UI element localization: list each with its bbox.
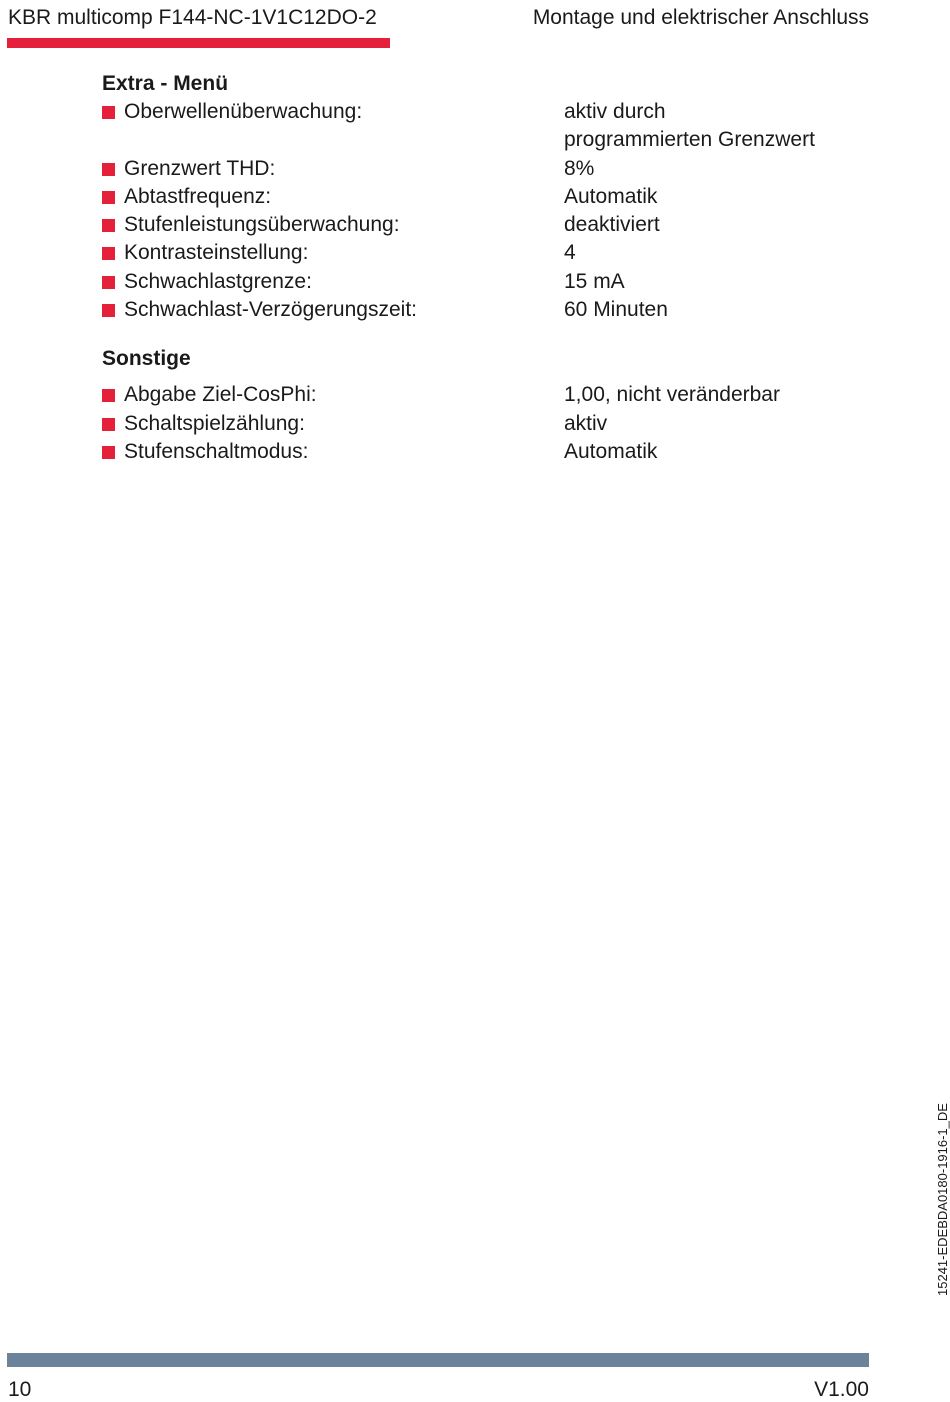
item-label: Schwachlastgrenze:	[124, 269, 312, 293]
list-item	[102, 268, 872, 296]
list-item	[102, 239, 872, 267]
item-value: Automatik	[564, 439, 658, 463]
item-label: Oberwellenüberwachung:	[124, 100, 363, 123]
square-bullet-icon	[102, 163, 115, 176]
list-item	[102, 98, 872, 155]
chapter-title: Montage und elektrischer Anschluss	[532, 6, 869, 29]
item-value: 1,00, nicht veränderbar	[564, 383, 780, 407]
square-bullet-icon	[102, 247, 115, 260]
list-item	[102, 155, 872, 183]
list-item	[102, 438, 872, 466]
square-bullet-icon	[102, 304, 115, 317]
document-title: KBR multicomp F144-NC-1V1C12DO-2	[8, 6, 377, 29]
item-label: Stufenleistungsüberwachung:	[124, 213, 400, 237]
item-value-continued: programmierten Grenzwert	[564, 128, 815, 152]
item-label: Kontrasteinstellung:	[124, 241, 309, 265]
item-label: Abtastfrequenz:	[124, 184, 272, 208]
square-bullet-icon	[102, 418, 115, 431]
item-value: 15 mA	[564, 269, 625, 293]
item-value: aktiv durch	[564, 100, 666, 123]
item-label: Stufenschaltmodus:	[124, 439, 309, 463]
square-bullet-icon	[102, 219, 115, 232]
item-label: Schaltspielzählung:	[124, 411, 305, 435]
square-bullet-icon	[102, 106, 115, 119]
item-value: 4	[564, 241, 576, 265]
header-accent-bar	[7, 38, 390, 48]
item-label: Abgabe Ziel-CosPhi:	[124, 383, 317, 407]
item-value: aktiv	[564, 411, 608, 435]
item-label: Schwachlast-Verzögerungszeit:	[124, 298, 417, 322]
item-value: 60 Minuten	[564, 298, 668, 322]
section-title-extra-menu: Extra - Menü	[102, 72, 229, 95]
list-item	[102, 381, 872, 409]
list-item	[102, 296, 872, 324]
list-item	[102, 183, 872, 211]
item-value: 8%	[564, 156, 595, 180]
square-bullet-icon	[102, 191, 115, 204]
item-label: Grenzwert THD:	[124, 156, 276, 180]
item-value: Automatik	[564, 184, 658, 208]
footer-bar	[7, 1353, 869, 1367]
square-bullet-icon	[102, 276, 115, 289]
document-id: 15241-EDEBDA0180-1916-1_DE	[935, 1103, 950, 1296]
list-item	[102, 410, 872, 438]
square-bullet-icon	[102, 446, 115, 459]
list-item	[102, 211, 872, 239]
item-value: deaktiviert	[564, 213, 660, 237]
section-title-sonstige: Sonstige	[102, 347, 191, 371]
square-bullet-icon	[102, 389, 115, 402]
page-number: 10	[8, 1378, 32, 1401]
version-label: V1.00	[814, 1378, 869, 1401]
settings-content	[102, 70, 872, 466]
